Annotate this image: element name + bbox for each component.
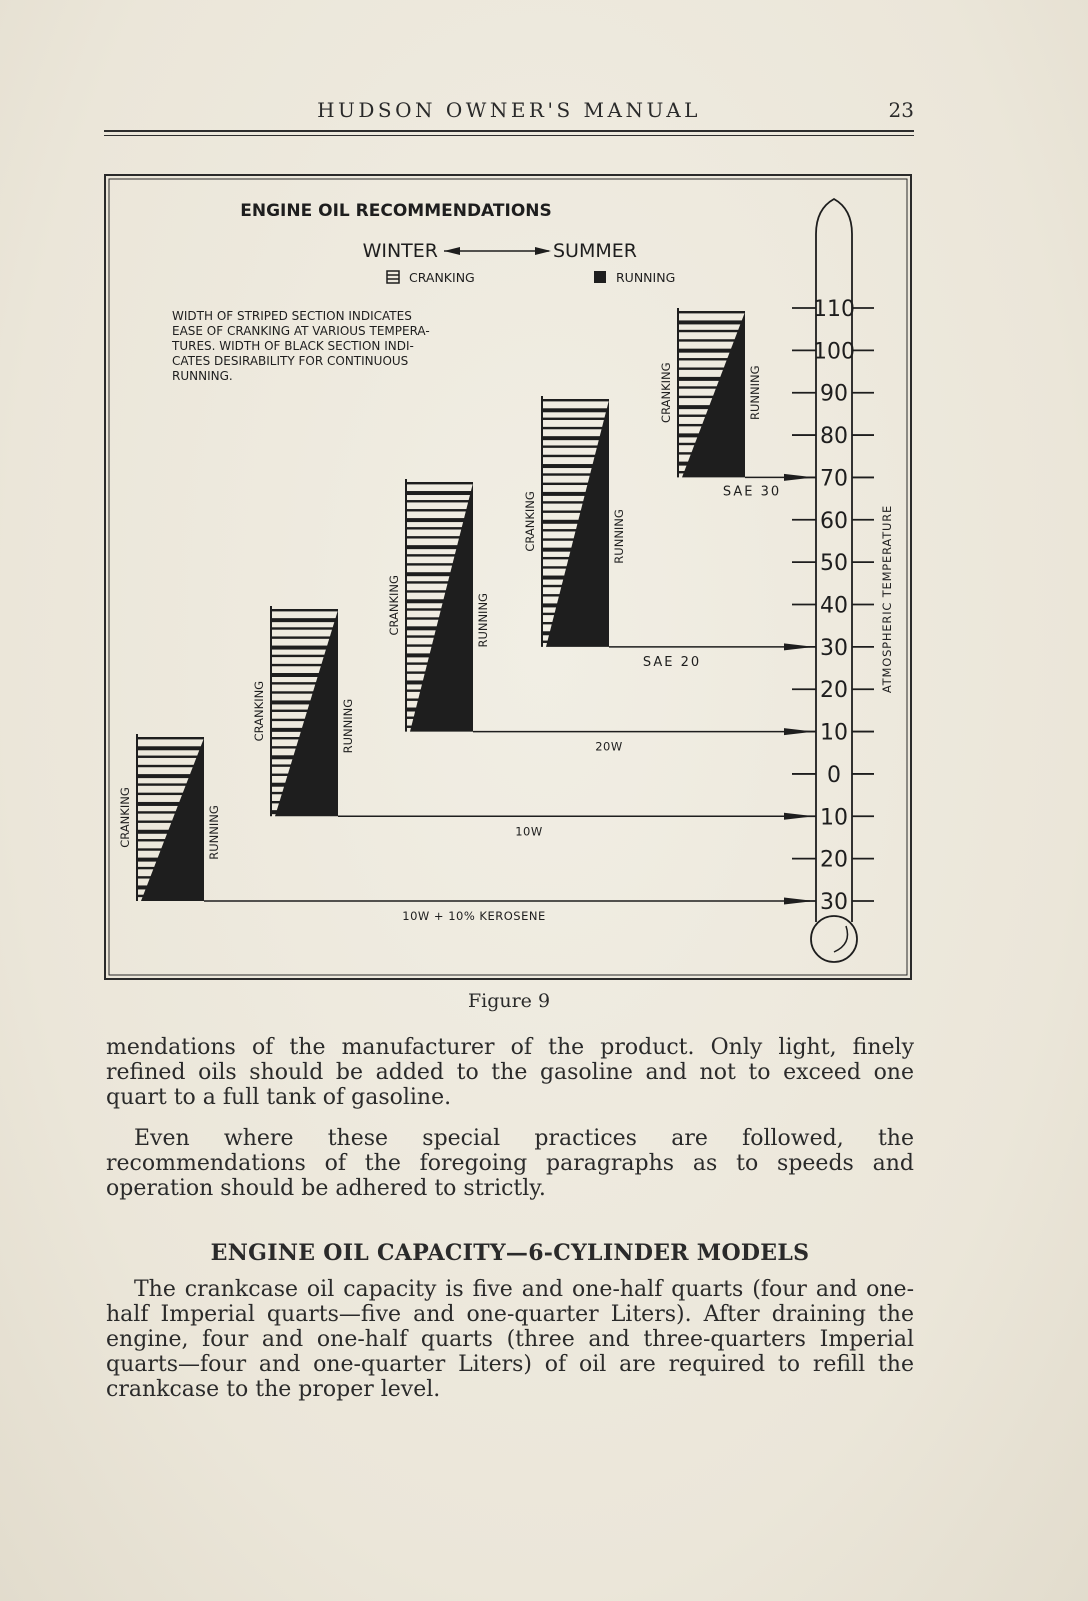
oil-grade-label: 10W	[515, 824, 543, 839]
thermometer-tick-label: 110	[813, 297, 855, 322]
header-rule	[104, 130, 914, 132]
arrow-head-icon	[784, 474, 814, 481]
bar-cranking-label: CRANKING	[118, 787, 132, 848]
thermometer-tick	[792, 848, 874, 873]
note-line: RUNNING.	[172, 369, 233, 383]
thermometer-tick	[792, 594, 874, 619]
bar-cranking-label: CRANKING	[523, 491, 537, 552]
oil-grade-label: 10W + 10% KEROSENE	[402, 909, 546, 923]
arrow-head-icon	[784, 643, 814, 650]
paragraph-special-practices: Even where these special practices are followed, the recommendations of the foregoing paragraphs as to speeds and operation should be adhered to strictly.	[106, 1126, 914, 1201]
figure-frame-outer	[105, 175, 911, 979]
striped-swatch-icon	[387, 271, 399, 283]
thermometer-tick-label: 10	[820, 720, 848, 746]
thermometer-tick	[792, 466, 874, 491]
thermometer-tick	[792, 805, 874, 830]
legend-running-label: RUNNING	[616, 270, 676, 285]
black-swatch-icon	[594, 271, 606, 283]
winter-label: WINTER	[362, 240, 438, 262]
note-line: CATES DESIRABILITY FOR CONTINUOUS	[172, 354, 409, 368]
arrow-head-icon	[784, 898, 814, 905]
note-line: EASE OF CRANKING AT VARIOUS TEMPERA-	[172, 324, 430, 338]
oil-grade-label: SAE 30	[722, 484, 782, 500]
section-heading-oil-capacity: ENGINE OIL CAPACITY—6-CYLINDER MODELS	[210, 1240, 810, 1266]
thermometer-tick-label: 10	[820, 805, 848, 831]
legend-running	[594, 270, 675, 285]
summer-label: SUMMER	[553, 240, 637, 262]
oil-bar-4	[523, 396, 814, 670]
temperature-axis-label: ATMOSPHERIC TEMPERATURE	[880, 504, 894, 694]
thermometer-tick	[792, 890, 874, 915]
bar-running-label: RUNNING	[612, 509, 626, 564]
thermometer-tick	[792, 339, 874, 364]
running-head: HUDSON OWNER'S MANUAL	[317, 98, 701, 122]
page-number: 23	[888, 98, 914, 122]
page-header	[104, 98, 914, 124]
oil-bars	[118, 308, 814, 923]
legend-cranking-label: CRANKING	[409, 270, 475, 285]
running-wedge	[275, 610, 338, 816]
thermometer-tick	[792, 678, 874, 703]
bar-cranking-label: CRANKING	[252, 680, 266, 742]
thermometer-tick	[792, 382, 874, 407]
thermometer-tick-label: 20	[820, 847, 848, 873]
thermometer-tick	[792, 509, 874, 534]
bar-cranking-label: CRANKING	[387, 575, 401, 636]
thermometer-tick	[792, 551, 874, 576]
paragraph-oil-capacity: The crankcase oil capacity is five and one-half quarts (four and one-half Imperial quarts—five and one-quarter Liters). After draining the engine, four and one-half quarts (three and three-quarters Imperial quarts—four and one-quarter Liters) of oil are required to refill the crankcase to the proper level.	[106, 1277, 914, 1402]
thermometer-tick-label: 90	[820, 381, 848, 407]
header-rule-thin	[104, 135, 914, 136]
thermometer	[792, 199, 894, 962]
thermometer-tick-label: 70	[820, 466, 848, 492]
thermometer-tick-label: 30	[820, 890, 848, 915]
summer-arrow-icon	[535, 247, 551, 255]
paragraph-continuation: mendations of the manufacturer of the product. Only light, finely refined oils should be added to the gasoline and not to exceed one quart to a full tank of gasoline.	[106, 1035, 914, 1110]
thermometer-tick	[792, 721, 874, 746]
thermometer-tick-label: 100	[813, 339, 855, 365]
note-line: TURES. WIDTH OF BLACK SECTION INDI-	[172, 339, 414, 353]
bar-running-label: RUNNING	[207, 805, 221, 860]
winter-arrow-icon	[444, 247, 460, 255]
oil-bar-1	[118, 734, 814, 923]
oil-bar-2	[252, 606, 814, 838]
thermometer-tick-label: 30	[820, 635, 848, 661]
oil-recommendation-figure	[104, 174, 912, 982]
figure-frame-inner	[109, 179, 907, 975]
bar-running-label: RUNNING	[341, 698, 355, 754]
thermometer-tick	[792, 636, 874, 661]
thermometer-tick-label: 60	[820, 508, 848, 534]
figure-caption: Figure 9	[467, 990, 551, 1012]
thermometer-bulb-highlight	[834, 926, 848, 952]
figure-title: ENGINE OIL RECOMMENDATIONS	[240, 201, 552, 221]
arrow-head-icon	[784, 728, 814, 735]
bar-running-label: RUNNING	[476, 593, 490, 648]
thermometer-bulb	[811, 916, 857, 962]
thermometer-tick	[792, 297, 874, 322]
figure-note	[171, 309, 430, 383]
thermometer-tick-label: 80	[820, 424, 848, 450]
thermometer-tick-label: 50	[820, 551, 848, 577]
thermometer-tick-label: 20	[820, 678, 848, 704]
bar-cranking-label: CRANKING	[659, 362, 673, 423]
thermometer-tick-label: 40	[820, 593, 848, 619]
thermometer-tick-label: 0	[827, 762, 841, 788]
oil-bar-5	[659, 308, 814, 499]
oil-grade-label: SAE 20	[642, 654, 702, 670]
oil-grade-label: 20W	[595, 739, 623, 754]
legend-cranking	[387, 270, 475, 285]
thermometer-scale	[792, 297, 874, 915]
thermometer-tick	[792, 424, 874, 449]
note-line: WIDTH OF STRIPED SECTION INDICATES	[172, 309, 412, 323]
thermometer-tick	[792, 763, 874, 788]
running-wedge	[682, 312, 745, 477]
arrow-head-icon	[784, 813, 814, 820]
bar-running-label: RUNNING	[748, 365, 762, 420]
